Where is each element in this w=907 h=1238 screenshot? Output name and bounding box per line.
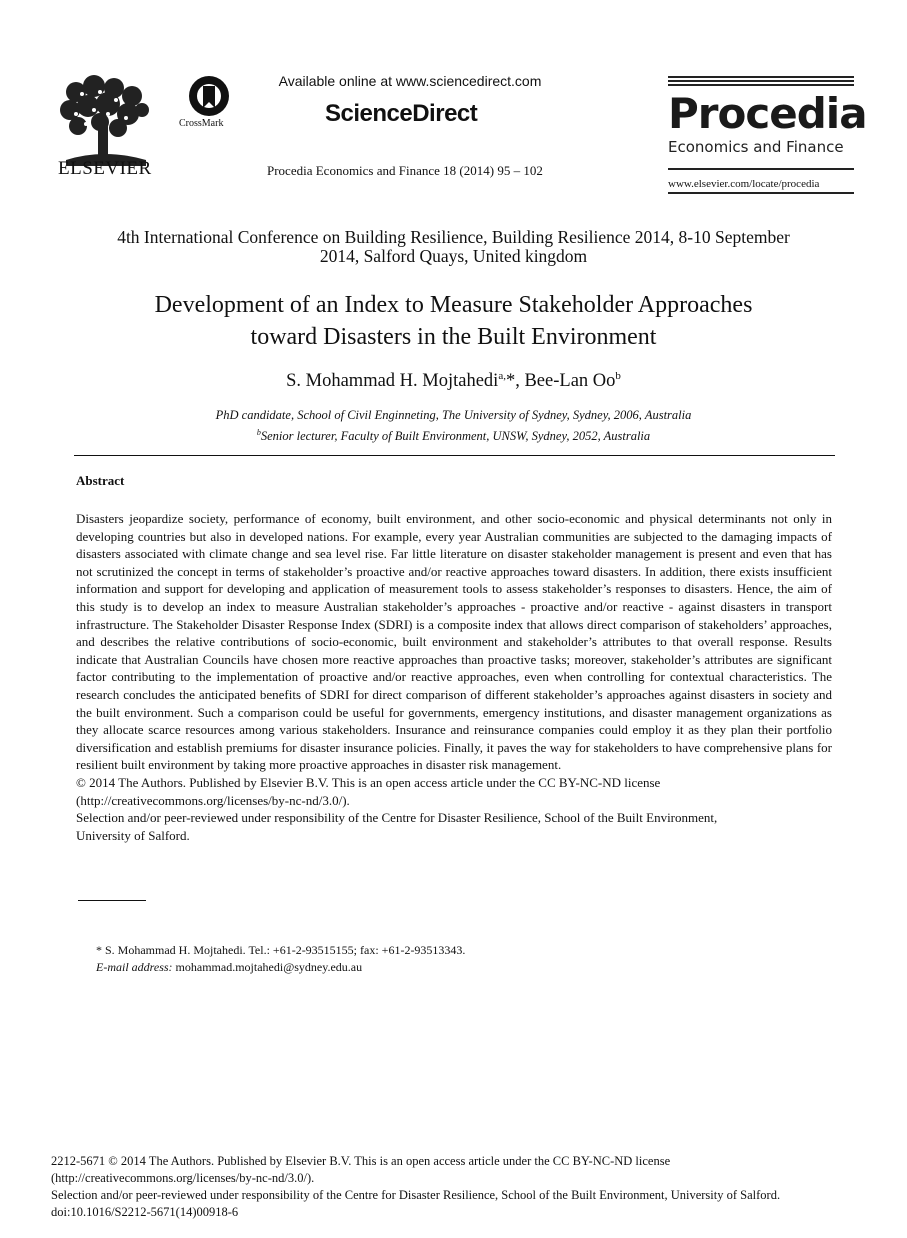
paper-title	[60, 289, 847, 353]
review-line-1: Selection and/or peer-reviewed under responsibility of the Centre for Disaster Resilience, School of the Built Environment,	[76, 810, 718, 826]
copyright-line-1: © 2014 The Authors. Published by Elsevier B.V. This is an open access article under the CC BY-NC-ND license	[76, 774, 661, 790]
license-link[interactable]: (http://creativecommons.org/licenses/by-nc-nd/3.0/).	[76, 792, 350, 808]
title-line-1: Development of an Index to Measure Stakeholder Approaches	[154, 292, 753, 318]
review-line-2: University of Salford.	[76, 827, 190, 843]
email-address[interactable]: mohammad.mojtahedi@sydney.edu.au	[172, 960, 363, 974]
author-2-affil-mark: b	[615, 370, 621, 382]
author-1: S. Mohammad H. Mojtahedi	[286, 371, 499, 392]
footer-line-3: Selection and/or peer-reviewed under responsibility of the Centre for Disaster Resilience, School of the Built Environment, University of Salford.	[51, 1188, 781, 1202]
affiliation-b-mark: b	[256, 428, 261, 437]
journal-brand-box	[668, 76, 867, 196]
conference-info	[60, 228, 847, 266]
journal-url[interactable]: www.elsevier.com/locate/procedia	[668, 178, 820, 190]
author-list	[60, 370, 847, 392]
abstract-section	[76, 510, 832, 844]
abstract-body: Disasters jeopardize society, performance of economy, built environment, and other socio-economic and physical determinants not only in developing countries but also in developed nations. For example, every year Australian communities are subjected to the damaging impacts of disasters associated with climate change and sea level rise. Far little literature on disaster stakeholder management is present and even that has not scrutinized the concept in terms of stakeholder’s proactive and/or reactive approaches toward disasters. In addition, there exists insufficient information and support for developing and application of measurement tools to assess stakeholder’s responses to disasters. Hence, the aim of this study is to develop an index to measure Australian stakeholder’s approaches - proactive and/or reactive - against disasters in transport infrastructure. The Stakeholder Disaster Response Index (SDRI) is a composite index that allows direct comparison of stakeholders’ approaches, and describes the relative contributions of socio-economic, built environment and stakeholder’s attributes to that overall response. Results indicate that Australian Councils have chosen more reactive approaches than proactive tasks; moreover, stakeholder’s attributes are significant factor contributing to the implementation of proactive and/or reactive approaches, even when controlling for contextual characteristics. The research concludes the anticipated benefits of SDRI for direct comparison of different stakeholder’s approaches against disasters in society and the built environment. Such a comparison could be useful for governments, emergency institutions, and disaster management organizations as they allocate scarce resources among various stakeholders. Insurance and reinsurance companies could employ it as they plan their portfolio diversification and establish premiums for disaster insurance policies. Finally, it paves the way for stakeholders to have comprehensive plans for resilient built environment by taking more proactive approaches in disaster risk management.	[76, 511, 832, 773]
corresponding-mark: *,	[505, 371, 525, 392]
journal-brand-subtitle: Economics and Finance	[668, 138, 844, 156]
author-2: Bee-Lan Oo	[524, 371, 616, 392]
title-line-2: toward Disasters in the Built Environment	[250, 324, 657, 350]
affiliation-b: Senior lecturer, Faculty of Built Environment, UNSW, Sydney, 2052, Australia	[260, 429, 651, 444]
journal-reference: Procedia Economics and Finance 18 (2014) 95 – 102	[267, 163, 543, 178]
crossmark-label: CrossMark	[179, 118, 224, 129]
footnote-divider	[78, 900, 146, 901]
page-footer	[51, 1153, 780, 1221]
available-online-text: Available online at www.sciencedirect.com	[278, 73, 542, 89]
abstract-heading: Abstract	[76, 473, 125, 488]
journal-brand-name: Procedia	[668, 89, 867, 138]
email-label: E-mail address:	[96, 960, 173, 974]
footnote	[96, 942, 465, 976]
author-1-affil-mark: a,	[498, 370, 506, 382]
conference-line-1: 4th International Conference on Building Resilience, Building Resilience 2014, 8-10 September	[117, 227, 790, 247]
sciencedirect-logo: ScienceDirect	[325, 100, 478, 127]
affiliations	[60, 407, 847, 445]
conference-line-2: 2014, Salford Quays, United kingdom	[319, 246, 588, 266]
corresponding-author-note: * S. Mohammad H. Mojtahedi. Tel.: +61-2-93515155; fax: +61-2-93513343.	[96, 943, 466, 957]
affiliation-a: PhD candidate, School of Civil Enginneting, The University of Sydney, Sydney, 2006, Australia	[215, 408, 692, 422]
header-divider	[74, 455, 835, 456]
footer-license-link[interactable]: (http://creativecommons.org/licenses/by-nc-nd/3.0/).	[51, 1171, 315, 1185]
doi[interactable]: doi:10.1016/S2212-5671(14)00918-6	[51, 1205, 239, 1219]
footer-line-1: 2212-5671 © 2014 The Authors. Published by Elsevier B.V. This is an open access article under the CC BY-NC-ND license	[51, 1154, 671, 1168]
elsevier-wordmark: ELSEVIER	[58, 158, 152, 179]
